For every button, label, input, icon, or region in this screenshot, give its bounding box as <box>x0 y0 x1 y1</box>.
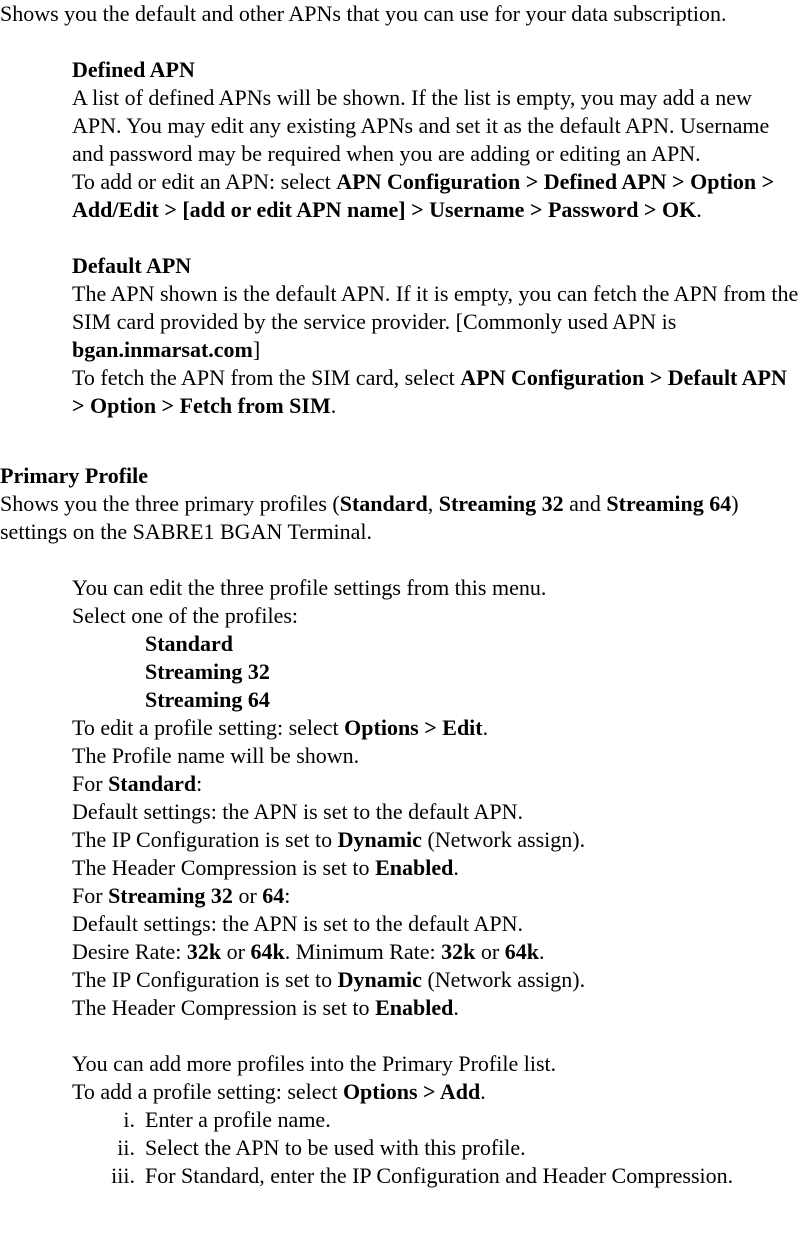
profile-list <box>0 630 806 714</box>
add-steps-list <box>0 1106 806 1190</box>
default-apn-heading: Default APN <box>72 253 192 278</box>
apn-intro: Shows you the default and other APNs that you can use for your data subscription. <box>0 1 727 26</box>
defined-apn-desc: A list of defined APNs will be shown. If the list is empty, you may add a new APN. You may edit any existing APNs and set it as the default APN. Username and password may be required when you are adding or editing an APN. <box>72 85 770 166</box>
defined-apn-heading: Defined APN <box>72 57 195 82</box>
default-apn-desc: The APN shown is the default APN. If it is empty, you can fetch the APN from the SIM card provided by the service provider. [Commonly used APN is bgan.inmarsat.com] <box>72 281 799 362</box>
defined-apn-section <box>0 56 806 224</box>
default-apn-section <box>0 252 806 420</box>
profile-item: Streaming 32 <box>145 659 270 684</box>
apn-name: bgan.inmarsat.com <box>72 337 253 362</box>
profile-edit-section: You can edit the three profile settings from this menu. Select one of the profiles: <box>72 575 547 628</box>
profile-add-section: You can add more profiles into the Primary Profile list. To add a profile setting: select Options > Add. <box>72 1051 557 1104</box>
primary-profile-heading: Primary Profile <box>0 463 149 488</box>
list-item: ii. Select the APN to be used with this profile. <box>117 1135 526 1160</box>
list-item: iii. For Standard, enter the IP Configuration and Header Compression. <box>111 1163 734 1188</box>
profile-settings: To edit a profile setting: select Options > Edit. The Profile name will be shown. For Standard: Default settings: the APN is set to the default APN. The IP Configuration is set to Dynamic (Network assign). The Header Compression is set to Enabled. For Streaming 32 or 64: Default settings: the APN is set to the default APN. Desire Rate: 32k or 64k. Minimum Rate: 32k or 64k. The IP Configuration is set to Dynamic (Network assign). The Header Compression is set to Enabled. <box>72 715 586 1020</box>
default-apn-howto: To fetch the APN from the SIM card, select APN Configuration > Default APN > Option > Fetch from SIM. <box>72 365 787 418</box>
defined-apn-howto: To add or edit an APN: select APN Configuration > Defined APN > Option > Add/Edit > [add or edit APN name] > Username > Password > OK. <box>72 169 775 222</box>
profile-item: Streaming 64 <box>145 687 270 712</box>
profile-item: Standard <box>145 631 234 656</box>
default-apn-path: APN Configuration > Default APN > Option > Fetch from SIM <box>72 365 787 418</box>
list-item: i. Enter a profile name. <box>123 1107 331 1132</box>
primary-profile-intro: Shows you the three primary profiles (Standard, Streaming 32 and Streaming 64) settings on the SABRE1 BGAN Terminal. <box>0 491 739 544</box>
defined-apn-path: APN Configuration > Defined APN > Option > Add/Edit > [add or edit APN name] > Username > Password > OK <box>72 169 775 222</box>
